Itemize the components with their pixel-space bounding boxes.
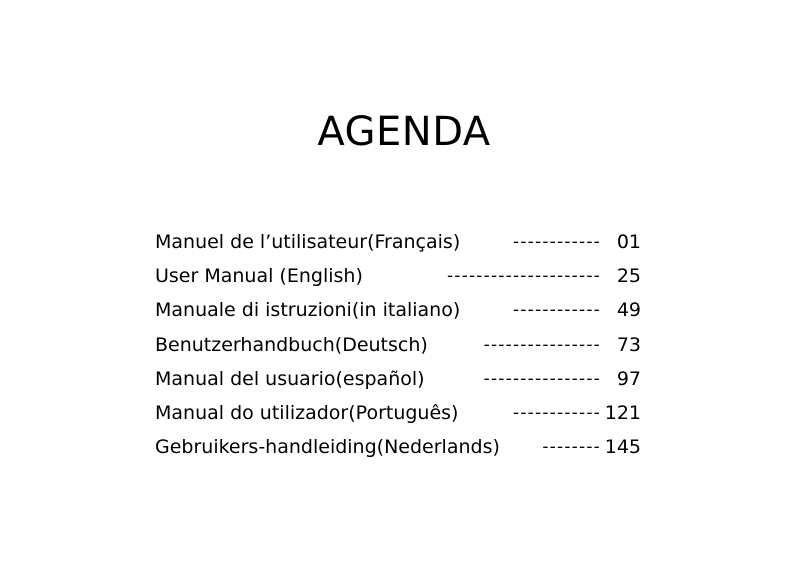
toc-entry-page: 97: [616, 367, 641, 390]
toc-entry-deutsch: [155, 329, 645, 363]
toc-entry-page: 01: [616, 231, 641, 253]
toc-entry-label: Manuel de l’utilisateur(Français): [155, 231, 461, 253]
toc-entry-portugues: [155, 397, 645, 431]
toc-entry-label: Manuale di istruzioni(in italiano): [155, 299, 461, 322]
table-of-contents: [155, 226, 645, 465]
toc-entry-label: Benutzerhandbuch(Deutsch): [155, 333, 428, 356]
toc-entry-page: 73: [616, 333, 641, 356]
toc-entry-label: User Manual (English): [155, 265, 363, 288]
toc-entry-page: 145: [604, 436, 641, 459]
toc-entry-label: Gebruikers-handleiding(Nederlands): [155, 436, 500, 459]
toc-entry-leader: --------: [542, 437, 601, 458]
toc-entry-leader: ----------------: [483, 334, 601, 355]
toc-entry-francais: [155, 226, 645, 260]
toc-entry-page: 25: [616, 265, 641, 288]
toc-entry-espanol: [155, 363, 645, 397]
toc-entry-leader: ---------------------: [446, 266, 601, 287]
page-title: AGENDA: [317, 109, 491, 155]
toc-entry-leader: ----------------: [483, 368, 601, 389]
toc-entry-label: Manual do utilizador(Português): [155, 401, 459, 424]
toc-entry-page: 49: [616, 299, 641, 322]
toc-entry-leader: ------------: [512, 402, 601, 423]
toc-entry-leader: ------------: [512, 300, 601, 321]
toc-entry-page: 121: [604, 401, 641, 424]
toc-entry-leader: ------------: [512, 232, 601, 252]
toc-entry-english: [155, 260, 645, 294]
toc-entry-nederlands: [155, 431, 645, 465]
toc-entry-italiano: [155, 294, 645, 328]
toc-entry-label: Manual del usuario(español): [155, 367, 425, 390]
